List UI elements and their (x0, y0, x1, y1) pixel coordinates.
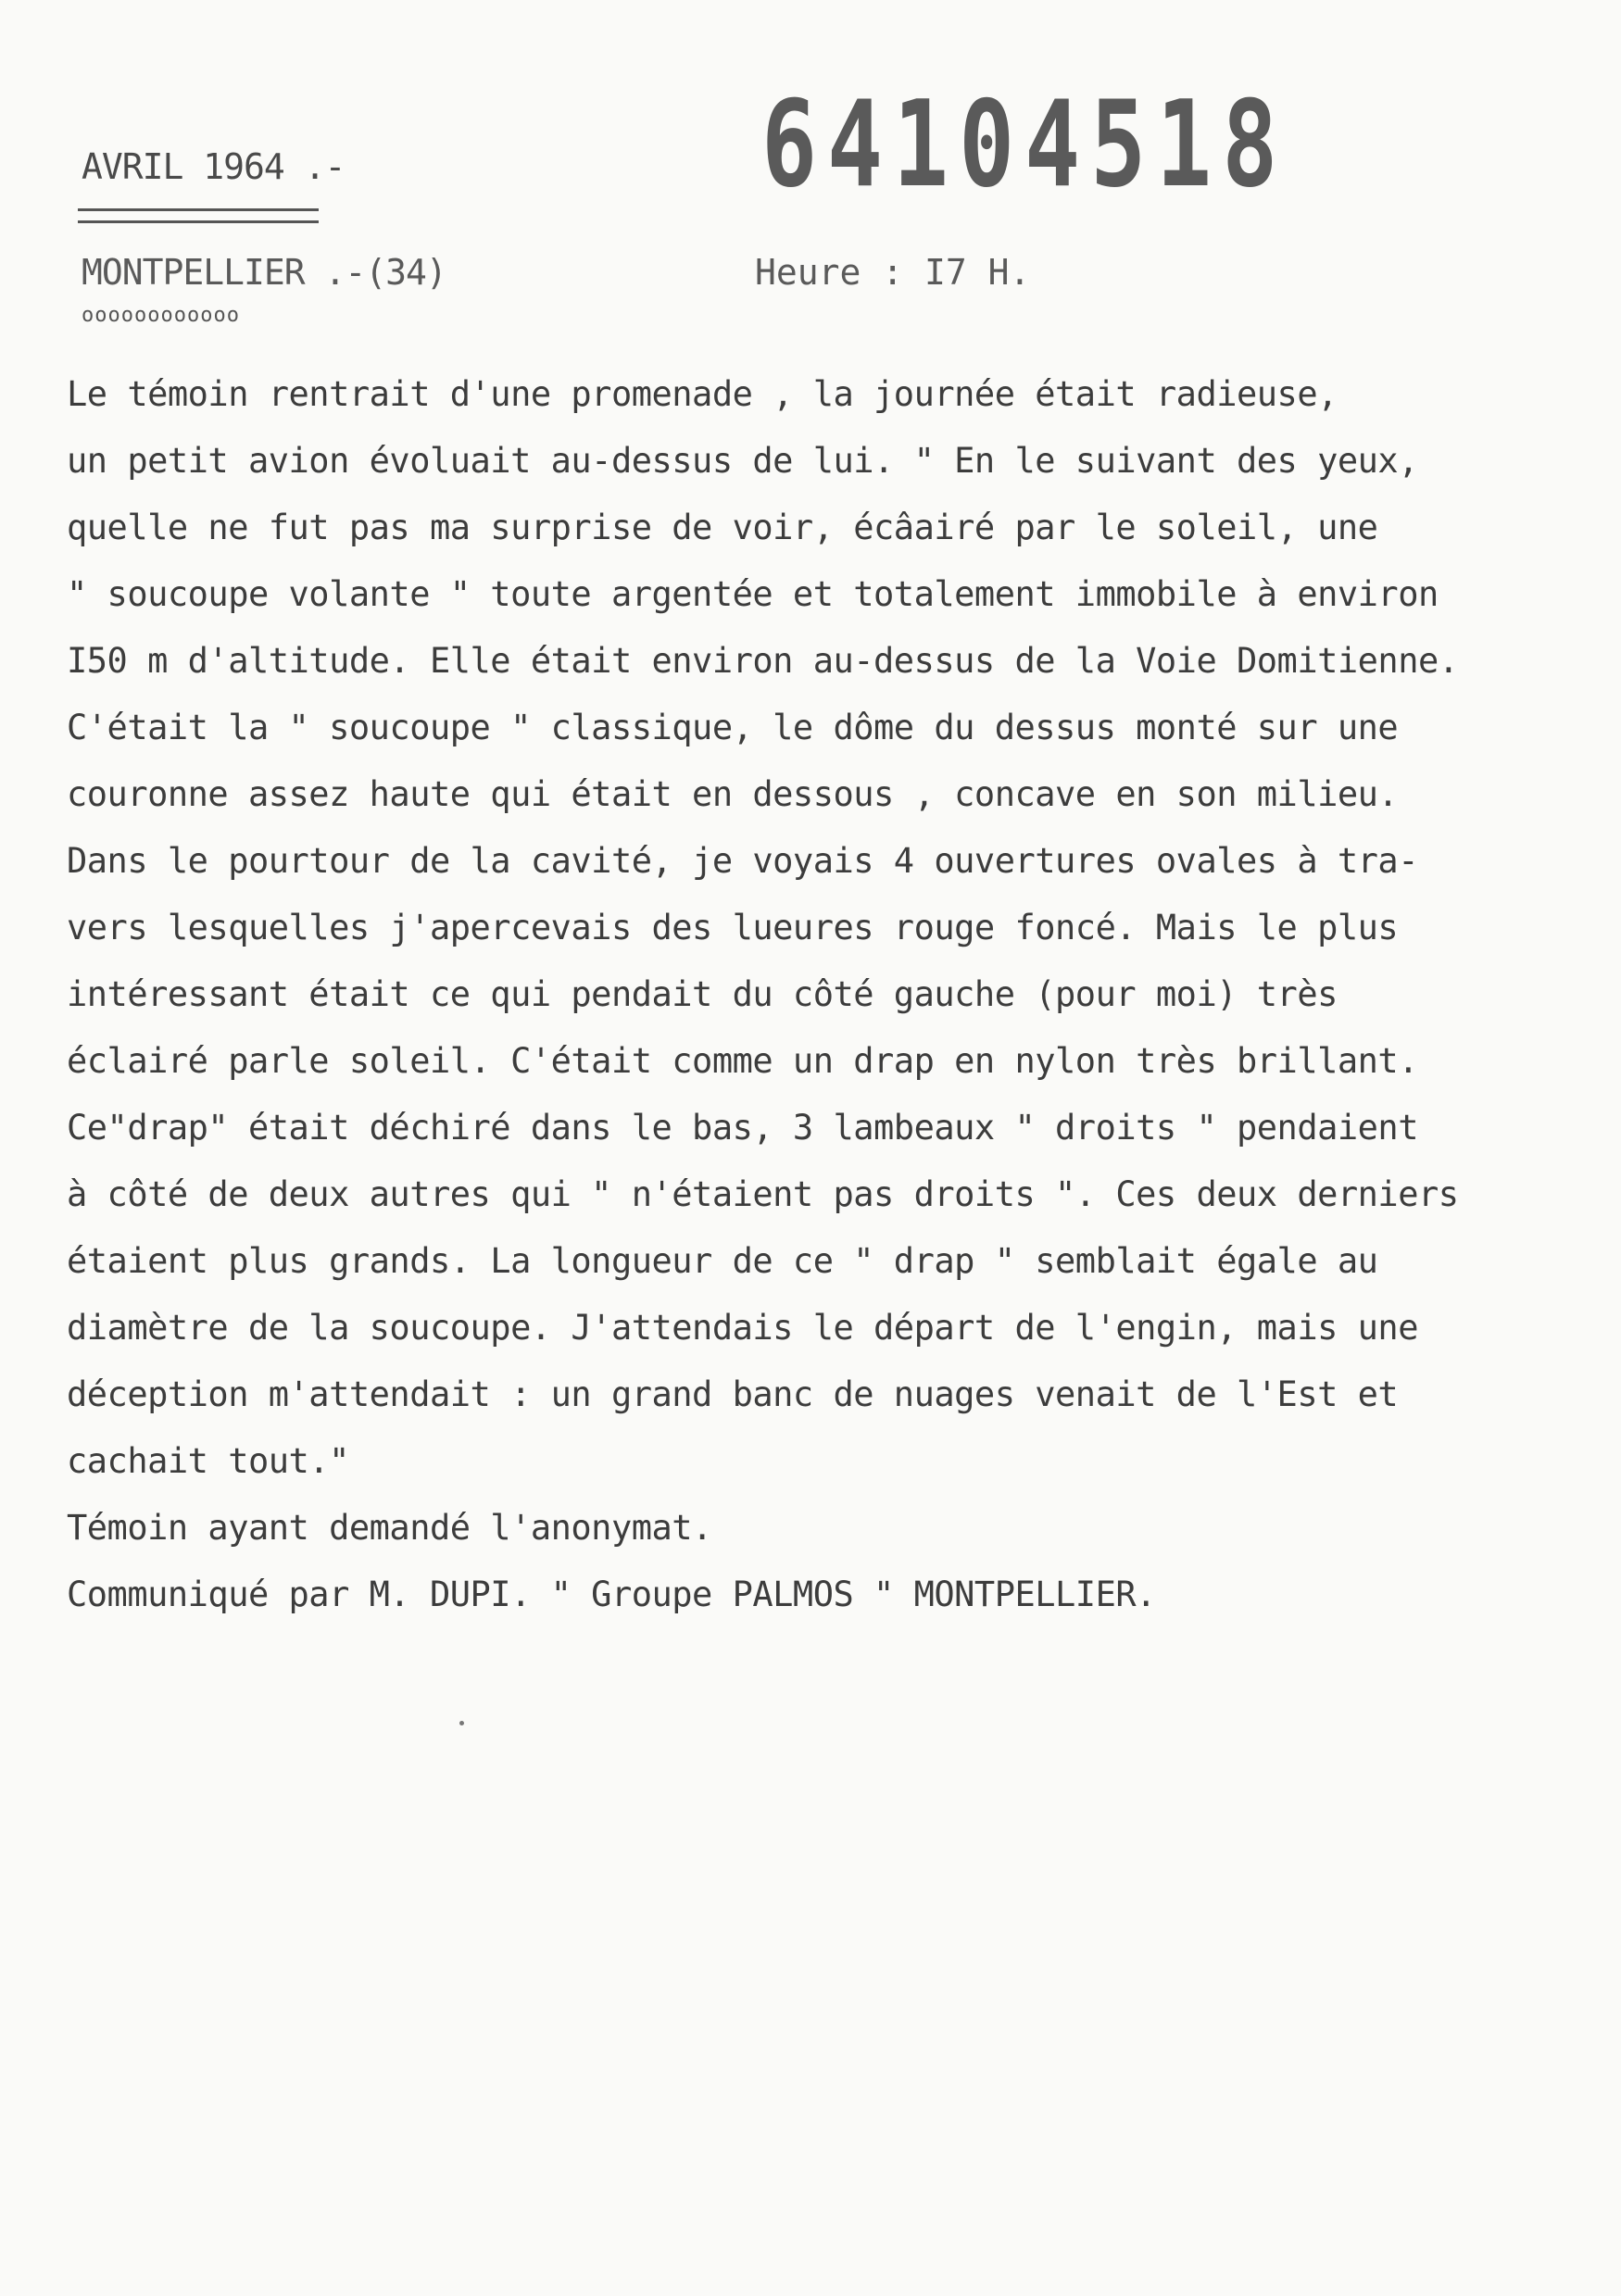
body-line: C'était la " soucoupe " classique, le dôme du dessus monté sur une (67, 708, 1399, 747)
paper-speck (459, 1721, 464, 1725)
body-line: vers lesquelles j'apercevais des lueures rouge foncé. Mais le plus (67, 908, 1399, 947)
body-line: éclairé parle soleil. C'était comme un drap en nylon très brillant. (67, 1041, 1418, 1081)
body-line: diamètre de la soucoupe. J'attendais le départ de l'engin, mais une (67, 1308, 1418, 1348)
report-body (67, 361, 1595, 1628)
report-time: Heure : I7 H. (755, 252, 1031, 293)
body-line: couronne assez haute qui était en dessous , concave en son milieu. (67, 774, 1399, 814)
witness-anonymity-note: Témoin ayant demandé l'anonymat. (67, 1508, 712, 1548)
report-location: MONTPELLIER .-(34) (82, 252, 446, 293)
body-line: intéressant était ce qui pendait du côté gauche (pour moi) très (67, 974, 1338, 1014)
body-line: étaient plus grands. La longueur de ce " drap " semblait égale au (67, 1241, 1378, 1281)
body-line: Le témoin rentrait d'une promenade , la journée était radieuse, (67, 374, 1338, 414)
location-underline-circles: oooooooooooo (82, 304, 240, 327)
body-line: cachait tout." (67, 1441, 349, 1481)
body-line: " soucoupe volante " toute argentée et totalement immobile à environ (67, 574, 1439, 614)
body-line: I50 m d'altitude. Elle était environ au-dessus de la Voie Domitienne. (67, 641, 1459, 681)
communicated-by-line: Communiqué par M. DUPI. " Groupe PALMOS " MONTPELLIER. (67, 1575, 1156, 1614)
report-date: AVRIL 1964 .- (82, 146, 346, 187)
body-line: Ce"drap" était déchiré dans le bas, 3 lambeaux " droits " pendaient (67, 1108, 1418, 1148)
body-line: un petit avion évoluait au-dessus de lui. " En le suivant des yeux, (67, 441, 1418, 481)
body-line: quelle ne fut pas ma surprise de voir, écâairé par le soleil, une (67, 508, 1378, 547)
body-line: déception m'attendait : un grand banc de nuages venait de l'Est et (67, 1374, 1399, 1414)
body-line: à côté de deux autres qui " n'étaient pas droits ". Ces deux derniers (67, 1174, 1459, 1214)
stamped-case-number: 64104518 (761, 76, 1288, 214)
body-line: Dans le pourtour de la cavité, je voyais 4 ouvertures ovales à tra- (67, 841, 1418, 881)
date-underline (78, 208, 319, 223)
